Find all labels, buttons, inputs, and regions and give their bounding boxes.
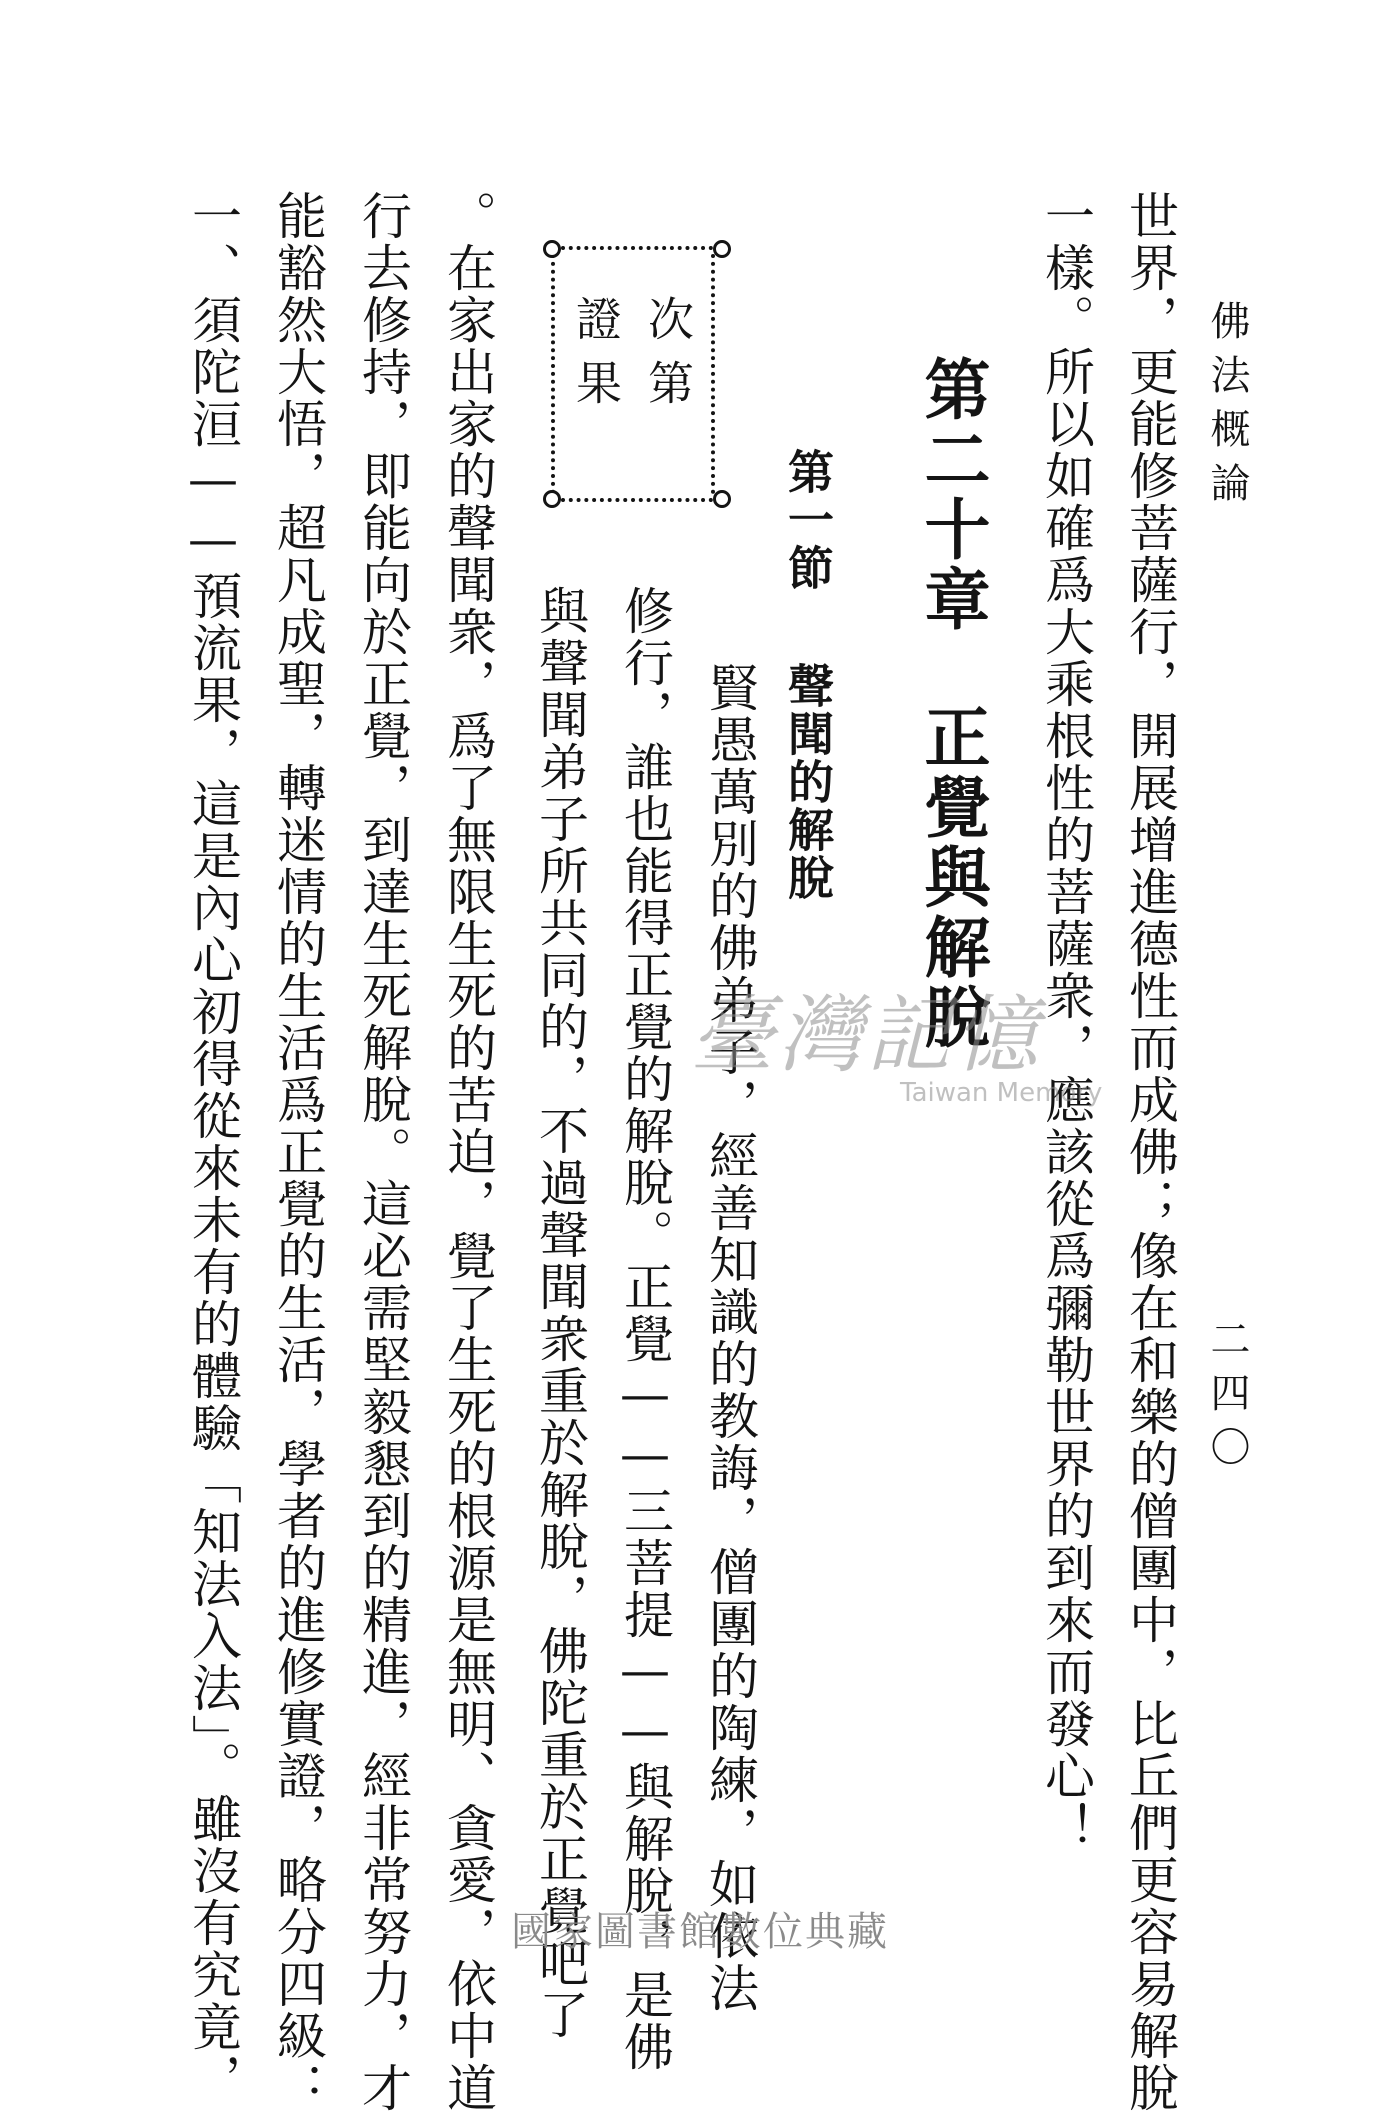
chapter-heading <box>913 355 990 1053</box>
text-column-3: 賢愚萬別的佛弟子，經善知識的教誨，僧團的陶練，如依法 <box>701 662 759 2014</box>
text-column-6: 。在家出家的聲聞衆，爲了無限生死的苦迫，覺了生死的根源是無明、貪愛，依中道 <box>439 190 497 2114</box>
text-column-1: 世界，更能修菩薩行，開展增進德性而成佛；像在和樂的僧團中，比丘們更容易解脫 <box>1121 190 1179 2114</box>
text-column-7: 行去修持，即能向於正覺，到達生死解脫。這必需堅毅懇到的精進，經非常努力，才 <box>354 190 412 2114</box>
watermark-chinese: 臺灣記憶 <box>690 986 1043 1084</box>
subheading-line-1: 次第 <box>641 295 695 423</box>
watermark-english: Taiwan Memory <box>900 1078 1103 1108</box>
page-number: 二四〇 <box>1204 1318 1250 1480</box>
section-heading <box>782 448 834 902</box>
running-title: 佛法概論 <box>1204 300 1250 516</box>
text-column-4: 修行，誰也能得正覺的解脫。正覺——三菩提——與解脫，是佛 <box>616 585 674 2073</box>
section-number: 第一節 <box>781 448 835 592</box>
text-column-9: 一、須陀洹——預流果，這是內心初得從來未有的體驗「知法入法」。雖沒有究竟， <box>184 190 242 2105</box>
text-column-8: 能豁然大悟，超凡成聖，轉迷情的生活爲正覺的生活，學者的進修實證，略分四級： <box>269 190 327 2114</box>
footer-credit: 國家圖書館數位典藏 <box>511 1909 889 1955</box>
chapter-title: 正覺與解脫 <box>913 703 990 1053</box>
text-column-5: 與聲聞弟子所共同的，不過聲聞衆重於解脫，佛陀重於正覺吧了 <box>531 585 589 2041</box>
section-title: 聲聞的解脫 <box>781 662 835 902</box>
chapter-number: 第二十章 <box>913 355 990 635</box>
subheading-box <box>543 240 731 508</box>
text-column-2: 一樣。所以如確爲大乘根性的菩薩衆，應該從爲彌勒世界的到來而發心！ <box>1037 190 1095 1854</box>
subheading-line-2: 證果 <box>569 295 623 423</box>
